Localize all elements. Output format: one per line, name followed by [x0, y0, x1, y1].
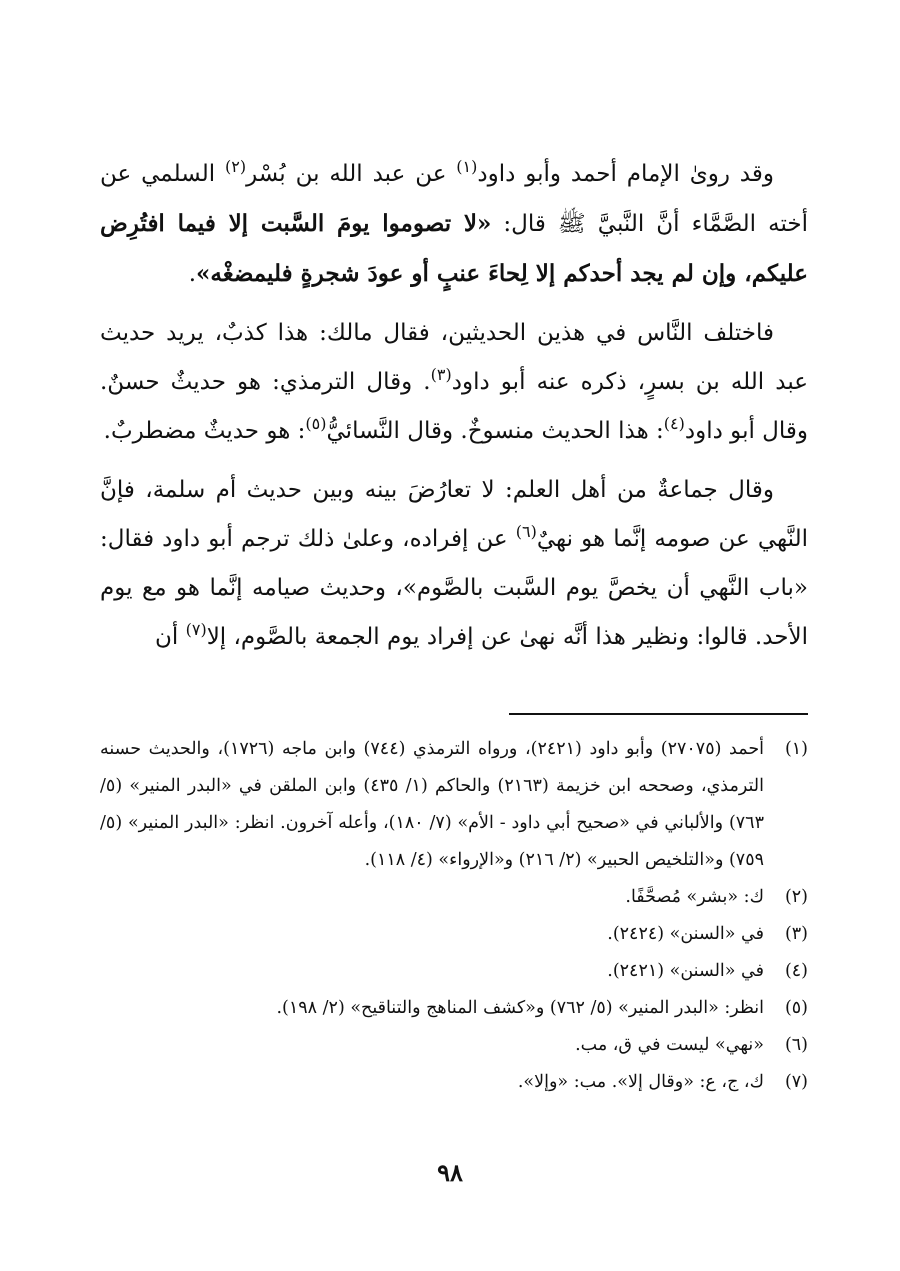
- footnote: [100, 953, 808, 990]
- footnote-ref[interactable]: (٢): [224, 157, 247, 176]
- footnotes: [100, 731, 808, 1101]
- text-run: .: [188, 261, 197, 287]
- footnote: [100, 1064, 808, 1101]
- footnote-text: «نهي» ليست في ق، مب.: [575, 1035, 764, 1055]
- paragraph: [100, 466, 808, 662]
- footnote-separator: [509, 713, 808, 715]
- footnote: [100, 990, 808, 1027]
- text-run: . وقال الترمذي: هو حديثٌ حسنٌ. وقال أبو داود: [100, 369, 808, 444]
- footnote-ref[interactable]: (٣): [430, 365, 452, 384]
- text-run: وقد رویٰ الإمام أحمد وأبو داود: [477, 161, 774, 187]
- footnote-number: (٢): [784, 887, 808, 907]
- footnote-number: (٣): [784, 924, 808, 944]
- footnote: [100, 879, 808, 916]
- footnote-text: انظر: «البدر المنير» (٥/ ٧٦٢) و«كشف المناهج والتناقيح» (٢/ ١٩٨).: [276, 998, 764, 1018]
- footnote: [100, 731, 808, 879]
- text-run: عن عبد الله بن بُسْر: [246, 161, 457, 187]
- footnote-number: (٤): [784, 961, 808, 981]
- footnote-ref[interactable]: (٥): [305, 414, 327, 433]
- footnote-number: (٥): [784, 998, 808, 1018]
- text-run: أن: [155, 624, 186, 650]
- text-run: : هو حديثٌ مضطربٌ.: [103, 418, 306, 444]
- text-run: وقال جماعةٌ من أهل العلم: لا تعارُضَ بينه وبين حديث أم سلمة، فإنَّ النَّهي عن صومه إنَّما هو نهيٌ: [100, 477, 808, 552]
- page-number: ٩٨: [437, 1158, 463, 1187]
- footnote-ref[interactable]: (٦): [515, 522, 537, 541]
- hadith-quote: «لا تصوموا يومَ السَّبت إلا فيما افتُرِض عليكم، وإن لم يجد أحدكم إلا لِحاءَ عنبٍ أو عودَ شجرةٍ فليمضغْه»: [100, 210, 808, 287]
- footnote: [100, 1027, 808, 1064]
- text-run: فاختلف النَّاس في هذين الحديثين، فقال مالك: هذا كذبٌ، يريد حديث عبد الله بن بسرٍ، ذكره عنه أبو داود: [100, 320, 808, 395]
- footnote-text: ك: «بشر» مُصحَّفًا.: [625, 887, 764, 907]
- text-run: : هذا الحديث منسوخٌ. وقال النَّسائيُّ: [326, 418, 664, 444]
- footnote-number: (٦): [784, 1035, 808, 1055]
- footnote-ref[interactable]: (٤): [663, 414, 685, 433]
- paragraph: [100, 150, 808, 299]
- footnote-number: (١): [784, 739, 808, 759]
- text-run: عن إفراده، وعلىٰ ذلك ترجم أبو داود فقال: «باب النَّهي أن يخصَّ يوم السَّبت بالصَّوم»، وحديث صيامه إنَّما هو مع يوم الأحد. قالوا: ونظير هذا أنَّه نهىٰ عن إفراد يوم الجمعة بالصَّوم، إلا: [100, 526, 808, 650]
- footnote-text: في «السنن» (٢٤٢٤).: [607, 924, 764, 944]
- main-text: [100, 150, 808, 672]
- footnote-ref[interactable]: (٧): [185, 620, 207, 639]
- footnote-ref[interactable]: (١): [456, 157, 478, 176]
- footnote: [100, 916, 808, 953]
- paragraph: [100, 309, 808, 456]
- footnote-text: في «السنن» (٢٤٢١).: [607, 961, 764, 981]
- text-run: السلمي عن أخته الصَّمَّاء أنَّ النَّبيَّ ﷺ قال:: [100, 161, 809, 237]
- footnote-number: (٧): [784, 1072, 808, 1092]
- footnote-text: أحمد (٢٧٠٧٥) وأبو داود (٢٤٢١)، ورواه الترمذي (٧٤٤) وابن ماجه (١٧٢٦)، والحديث حسنه الترمذي، وصححه ابن خزيمة (٢١٦٣) والحاكم (١/ ٤٣٥) وابن الملقن في «البدر المنير» (٥/ ٧٦٣) والألباني في «صحيح أبي داود - الأم» (٧/ ١٨٠)، وأعله آخرون. انظر: «البدر المنير» (٥/ ٧٥٩) و«التلخيص الحبير» (٢/ ٢١٦) و«الإرواء» (٤/ ١١٨).: [100, 739, 764, 870]
- footnote-text: ك، ج، ع: «وقال إلا». مب: «وإلا».: [517, 1072, 764, 1092]
